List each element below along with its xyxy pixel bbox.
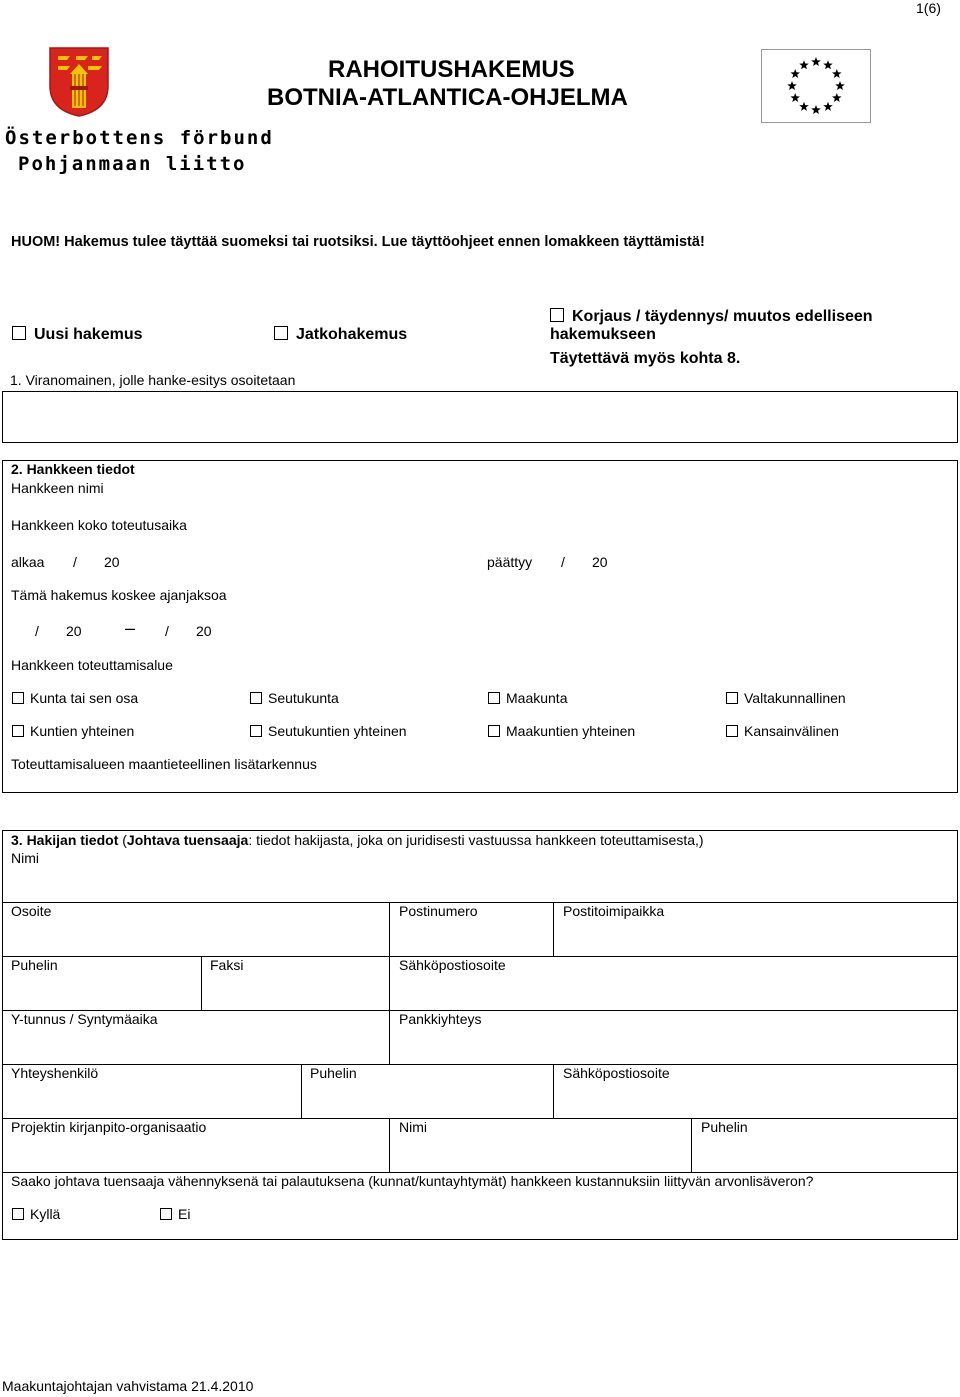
authority-field[interactable] [2, 391, 958, 443]
vat-yes-option[interactable]: Kyllä [12, 1206, 60, 1222]
notice-text: HUOM! Hakemus tulee täyttää suomeksi tai ruotsiksi. Lue täyttöohjeet ennen lomakkeen täyttämistä! [11, 234, 705, 250]
correction-checkbox[interactable] [550, 308, 564, 322]
contact-person-label: Yhteyshenkilö [11, 1065, 99, 1081]
section2-box [2, 460, 958, 793]
section1-title: 1. Viranomainen, jolle hanke-esitys osoitetaan [10, 372, 296, 388]
contact-email-label: Sähköpostiosoite [563, 1065, 670, 1081]
accounting-name-label: Nimi [399, 1119, 427, 1135]
new-application-option[interactable]: Uusi hakemus [12, 326, 142, 344]
area-option-subregion[interactable]: Seutukunta [250, 690, 339, 706]
period-end-slash: / [165, 623, 169, 639]
vat-no-option[interactable]: Ei [160, 1206, 190, 1222]
post-office-label: Postitoimipaikka [563, 903, 665, 919]
accounting-phone-label: Puhelin [701, 1119, 748, 1135]
phone-label: Puhelin [11, 957, 58, 973]
period-dash: – [125, 618, 136, 638]
eu-star-icon [790, 93, 800, 102]
org-name-swedish: Österbottens förbund [5, 127, 274, 149]
business-id-label: Y-tunnus / Syntymäaika [11, 1011, 158, 1027]
eu-star-icon [799, 102, 809, 111]
eu-star-icon [835, 81, 845, 90]
fax-label: Faksi [210, 957, 244, 973]
area-checkbox[interactable] [250, 725, 262, 737]
area-checkbox[interactable] [250, 692, 262, 704]
end-date-slash: / [561, 554, 565, 570]
start-date-century: 20 [104, 554, 120, 570]
start-date-label: alkaa [11, 554, 45, 570]
vat-yes-checkbox[interactable] [12, 1208, 24, 1220]
eu-star-icon [832, 93, 842, 102]
eu-flag-logo [761, 49, 871, 123]
section3-title: 3. Hakijan tiedot (Johtava tuensaaja: tiedot hakijasta, joka on juridisesti vastuussa hankkeen toteuttamisesta,) [11, 832, 704, 848]
area-option-region[interactable]: Maakunta [488, 690, 567, 706]
accounting-org-label: Projektin kirjanpito-organisaatio [11, 1119, 207, 1135]
period-end-century: 20 [196, 623, 212, 639]
coat-of-arms-logo [48, 46, 110, 118]
period-start-century: 20 [66, 623, 82, 639]
postal-code-label: Postinumero [399, 903, 478, 919]
area-option-municipality[interactable]: Kunta tai sen osa [12, 690, 138, 706]
continuation-application-option[interactable]: Jatkohakemus [274, 326, 407, 344]
eu-star-icon [823, 60, 833, 69]
end-date-label: päättyy [487, 554, 533, 570]
vat-question: Saako johtava tuensaaja vähennyksenä tai palautuksena (kunnat/kuntayhtymät) hankkeen kustannuksiin liittyvän arvonlisäveron? [11, 1173, 814, 1189]
area-option-joint-regions[interactable]: Maakuntien yhteinen [488, 723, 635, 739]
fill-note: Täytettävä myös kohta 8. [550, 350, 741, 367]
period-label: Tämä hakemus koskee ajanjaksoa [11, 587, 227, 603]
period-start-slash: / [35, 623, 39, 639]
page-number: 1(6) [916, 0, 941, 16]
form-title: RAHOITUSHAKEMUS [328, 56, 575, 83]
area-checkbox[interactable] [12, 692, 24, 704]
start-date-slash: / [73, 554, 77, 570]
end-date-century: 20 [592, 554, 608, 570]
eu-star-icon [790, 69, 800, 78]
program-title: BOTNIA-ATLANTICA-OHJELMA [267, 84, 628, 111]
area-checkbox[interactable] [726, 692, 738, 704]
eu-star-icon [823, 102, 833, 111]
footer-text: Maakuntajohtajan vahvistama 21.4.2010 [2, 1378, 254, 1394]
vat-no-checkbox[interactable] [160, 1208, 172, 1220]
area-option-joint-subregions[interactable]: Seutukuntien yhteinen [250, 723, 407, 739]
area-details-label: Toteuttamisalueen maantieteellinen lisätarkennus [11, 756, 317, 772]
eu-star-icon [811, 105, 821, 114]
area-checkbox[interactable] [12, 725, 24, 737]
area-label: Hankkeen toteuttamisalue [11, 657, 173, 673]
address-label: Osoite [11, 903, 52, 919]
continuation-application-checkbox[interactable] [274, 326, 288, 340]
bank-label: Pankkiyhteys [399, 1011, 482, 1027]
contact-phone-label: Puhelin [310, 1065, 357, 1081]
area-checkbox[interactable] [488, 725, 500, 737]
section2-title: 2. Hankkeen tiedot [11, 461, 135, 477]
correction-option[interactable]: Korjaus / täydennys/ muutos edelliseen [550, 308, 873, 326]
eu-star-icon [787, 81, 797, 90]
eu-star-icon [811, 57, 821, 66]
area-option-joint-municipalities[interactable]: Kuntien yhteinen [12, 723, 134, 739]
applicant-name-label: Nimi [11, 850, 39, 866]
eu-star-icon [799, 60, 809, 69]
area-option-international[interactable]: Kansainvälinen [726, 723, 839, 739]
email-label: Sähköpostiosoite [399, 957, 506, 973]
area-checkbox[interactable] [726, 725, 738, 737]
new-application-checkbox[interactable] [12, 326, 26, 340]
correction-label-line2: hakemukseen [550, 326, 656, 343]
eu-star-icon [832, 69, 842, 78]
duration-label: Hankkeen koko toteutusaika [11, 517, 187, 533]
area-checkbox[interactable] [488, 692, 500, 704]
org-name-finnish: Pohjanmaan liitto [18, 153, 247, 175]
project-name-label: Hankkeen nimi [11, 480, 104, 496]
area-option-national[interactable]: Valtakunnallinen [726, 690, 846, 706]
